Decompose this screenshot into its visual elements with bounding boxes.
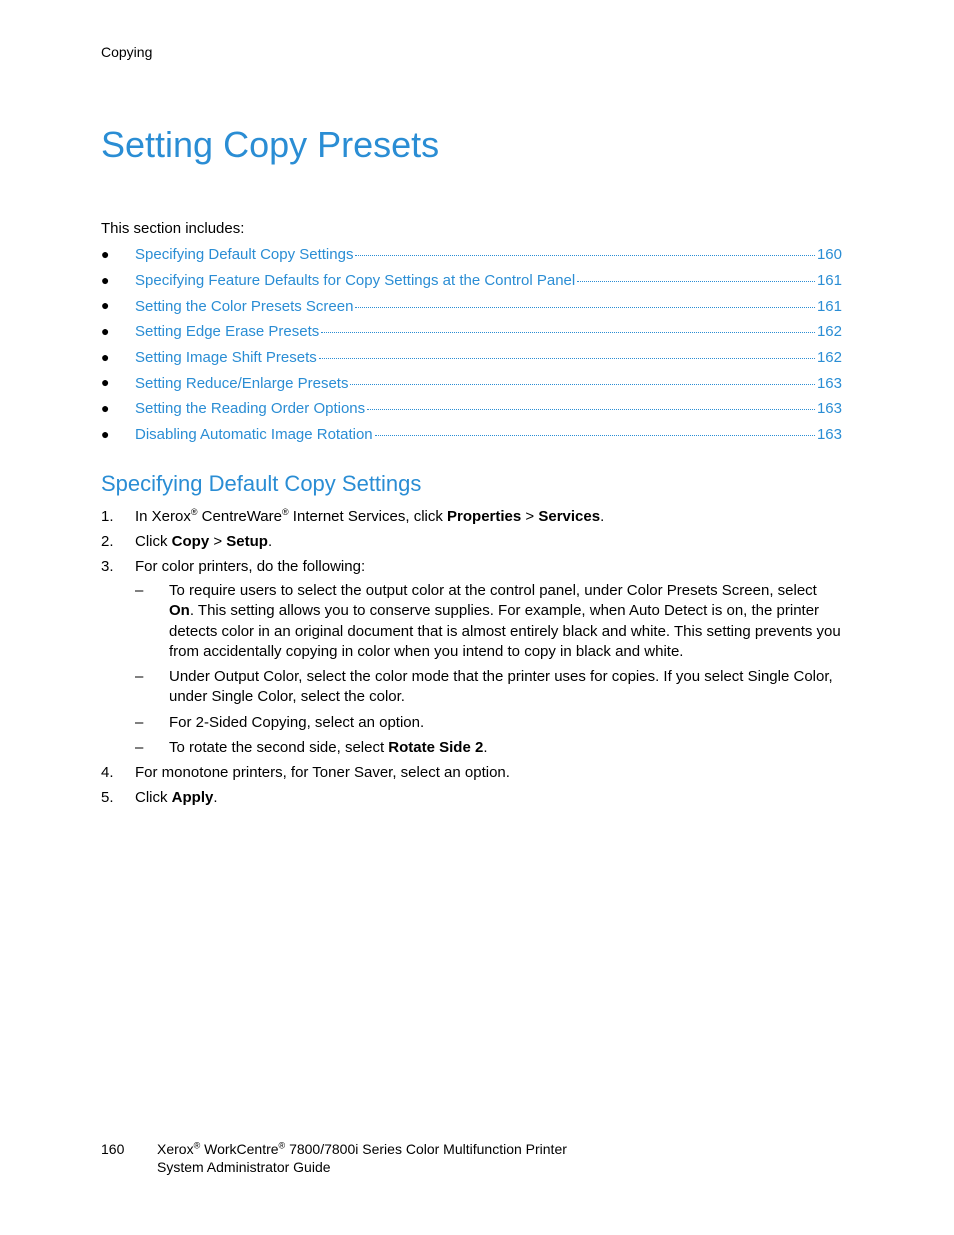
step-item bbox=[101, 532, 842, 552]
toc-page-number: 162 bbox=[816, 323, 842, 341]
toc-item bbox=[101, 370, 842, 396]
step-text: In Xerox® CentreWare® Internet Services, click Properties > Services. bbox=[135, 507, 605, 525]
step-text: For color printers, do the following: bbox=[135, 558, 366, 575]
sub-step-item bbox=[135, 738, 842, 758]
toc-link-text: Specifying Default Copy Settings bbox=[135, 246, 354, 264]
section-heading: Specifying Default Copy Settings bbox=[101, 471, 422, 496]
toc-link[interactable] bbox=[135, 272, 842, 289]
toc-page-number: 163 bbox=[816, 400, 842, 418]
dot-leader bbox=[350, 383, 815, 385]
step-item bbox=[101, 788, 842, 808]
dash-icon: – bbox=[135, 713, 144, 731]
toc-page-number: 163 bbox=[816, 374, 842, 392]
sub-steps-list bbox=[135, 581, 842, 758]
sub-step-text: To require users to select the output color at the control panel, under Color Presets Screen, select On. This setting allows you to conserve supplies. For example, when Auto Detect is on, the printer detects color in an original document that is almost entirely black and white. This setting prevents you from accidentally copying in color when you intend to copy in black and white. bbox=[169, 582, 841, 660]
toc-link-text: Specifying Feature Defaults for Copy Settings at the Control Panel bbox=[135, 272, 576, 290]
step-item bbox=[101, 507, 842, 527]
dash-icon: – bbox=[135, 739, 144, 757]
bullet-icon: ● bbox=[101, 246, 110, 262]
toc-item bbox=[101, 319, 842, 345]
toc-link[interactable] bbox=[135, 426, 842, 443]
toc-link[interactable] bbox=[135, 375, 842, 392]
dash-icon: – bbox=[135, 582, 144, 599]
toc-page-number: 163 bbox=[816, 426, 842, 444]
step-number: 2. bbox=[101, 533, 114, 550]
step-item bbox=[101, 763, 842, 783]
dot-leader bbox=[319, 357, 815, 359]
sub-step-item bbox=[135, 713, 842, 733]
step-number: 1. bbox=[101, 508, 114, 525]
toc-item bbox=[101, 345, 842, 371]
toc-link-text: Disabling Automatic Image Rotation bbox=[135, 426, 373, 444]
sub-step-item bbox=[135, 667, 842, 708]
dot-leader bbox=[355, 254, 815, 256]
toc-page-number: 161 bbox=[816, 272, 842, 290]
step-number: 5. bbox=[101, 789, 114, 807]
bullet-icon: ● bbox=[101, 348, 110, 365]
toc-link-text: Setting Reduce/Enlarge Presets bbox=[135, 374, 349, 392]
toc-link-text: Setting Image Shift Presets bbox=[135, 349, 317, 367]
steps-list bbox=[101, 507, 842, 813]
toc-item bbox=[101, 422, 842, 448]
toc-link[interactable] bbox=[135, 323, 842, 340]
toc-page-number: 161 bbox=[816, 297, 842, 315]
step-text: Click Copy > Setup. bbox=[135, 533, 273, 550]
bullet-icon: ● bbox=[101, 374, 110, 391]
toc-page-number: 160 bbox=[816, 246, 842, 264]
step-number: 4. bbox=[101, 764, 114, 782]
toc-item bbox=[101, 293, 842, 319]
toc-page-number: 162 bbox=[816, 349, 842, 367]
toc-item bbox=[101, 242, 842, 268]
toc-link[interactable] bbox=[135, 246, 842, 263]
toc-link-text: Setting Edge Erase Presets bbox=[135, 323, 320, 341]
page-number: 160 bbox=[101, 1141, 125, 1157]
toc-item bbox=[101, 396, 842, 422]
dot-leader bbox=[367, 408, 815, 410]
toc-link[interactable] bbox=[135, 349, 842, 366]
bullet-icon: ● bbox=[101, 425, 110, 442]
toc-item bbox=[101, 268, 842, 294]
bullet-icon: ● bbox=[101, 323, 110, 340]
step-item bbox=[101, 557, 842, 758]
bullet-icon: ● bbox=[101, 297, 110, 314]
toc-link-text: Setting the Reading Order Options bbox=[135, 400, 366, 418]
running-header: Copying bbox=[101, 44, 153, 60]
sub-step-text: For 2-Sided Copying, select an option. bbox=[169, 713, 425, 731]
page-title: Setting Copy Presets bbox=[101, 124, 440, 165]
toc-intro: This section includes: bbox=[101, 220, 245, 237]
sub-step-text: Under Output Color, select the color mode that the printer uses for copies. If you select Single Color, under Single Color, select the color. bbox=[169, 668, 833, 706]
toc-link-text: Setting the Color Presets Screen bbox=[135, 297, 354, 315]
dash-icon: – bbox=[135, 668, 144, 686]
step-text: Click Apply. bbox=[135, 789, 218, 807]
footer-line-1: Xerox® WorkCentre® 7800/7800i Series Color Multifunction Printer bbox=[157, 1140, 567, 1157]
sub-step-item bbox=[135, 581, 842, 662]
step-number: 3. bbox=[101, 558, 114, 575]
dot-leader bbox=[375, 434, 815, 436]
bullet-icon: ● bbox=[101, 271, 110, 288]
toc-link[interactable] bbox=[135, 400, 842, 417]
sub-step-text: To rotate the second side, select Rotate Side 2. bbox=[169, 739, 488, 757]
footer-line-2: System Administrator Guide bbox=[157, 1159, 331, 1175]
dot-leader bbox=[355, 306, 815, 308]
dot-leader bbox=[577, 280, 815, 282]
table-of-contents bbox=[101, 242, 842, 448]
step-text: For monotone printers, for Toner Saver, select an option. bbox=[135, 764, 510, 782]
footer-product-title bbox=[157, 1140, 567, 1176]
toc-link[interactable] bbox=[135, 298, 842, 315]
dot-leader bbox=[321, 331, 815, 333]
bullet-icon: ● bbox=[101, 400, 110, 417]
